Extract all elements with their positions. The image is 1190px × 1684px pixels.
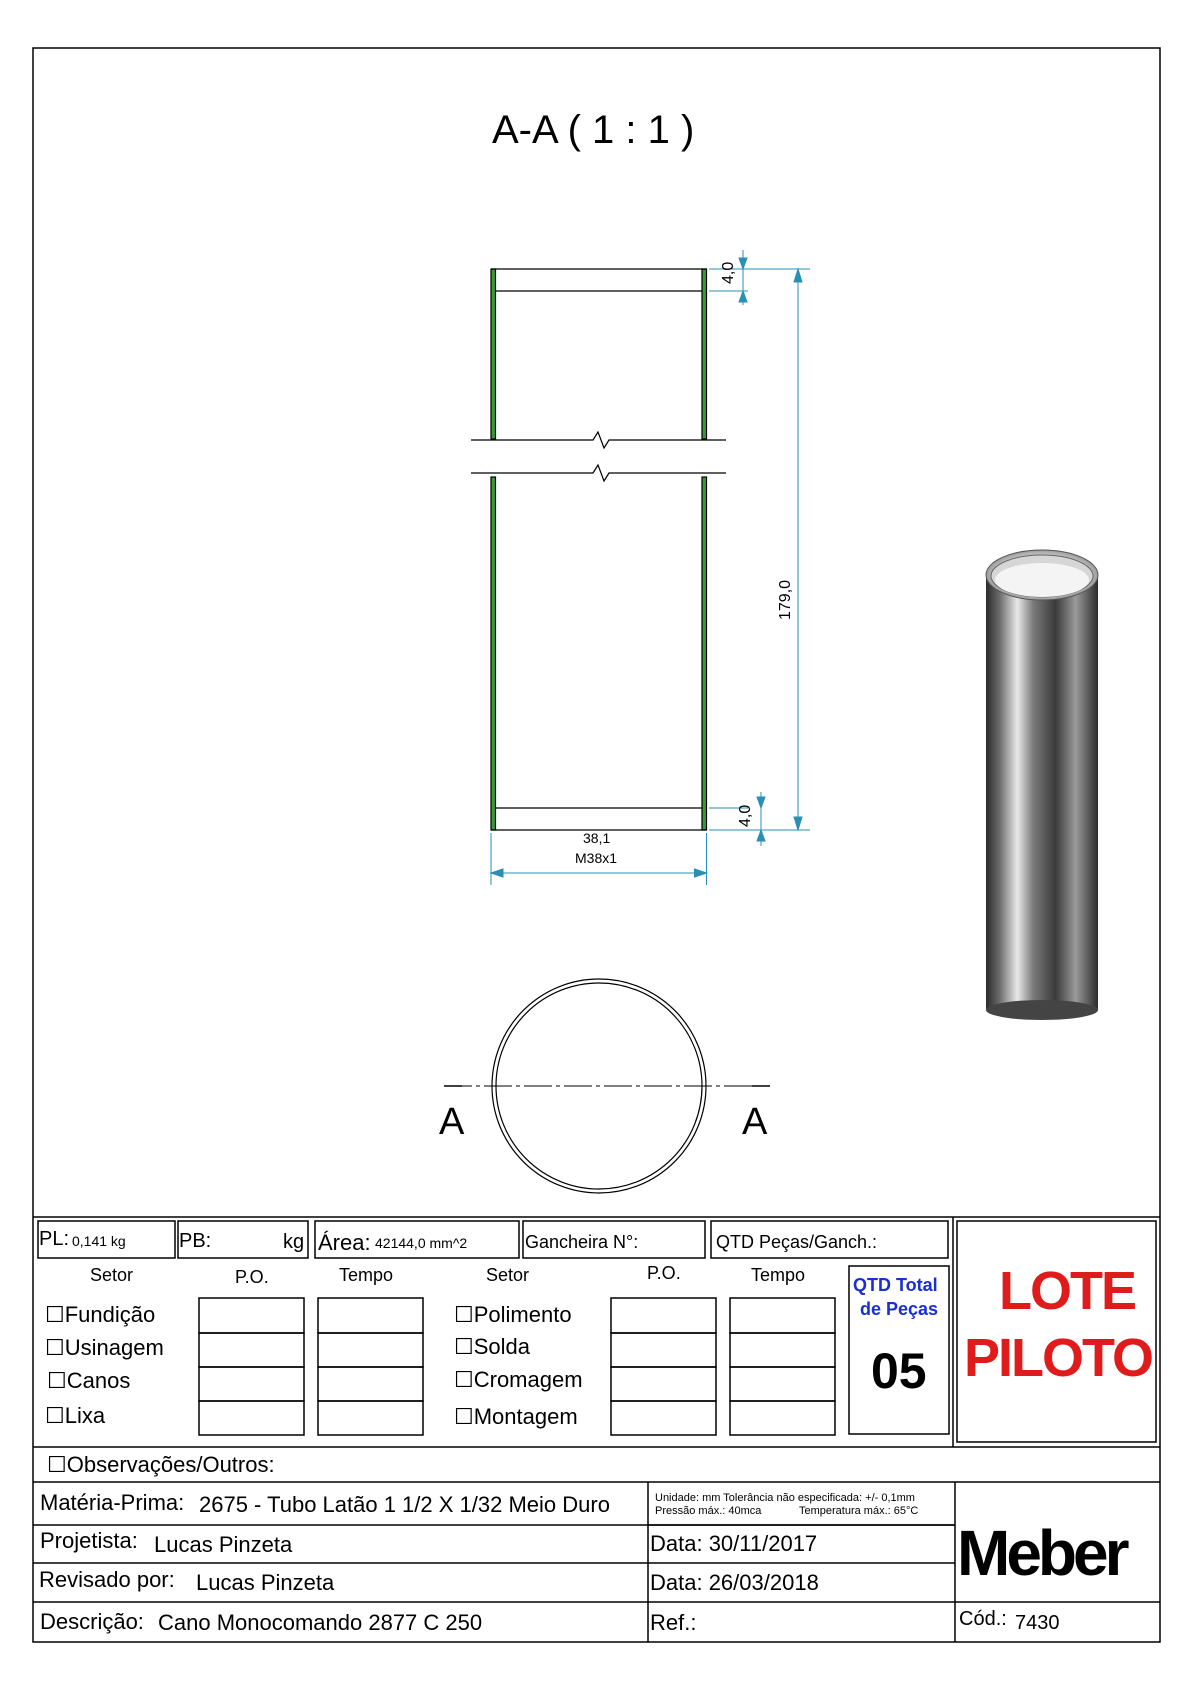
meber-logo: Meber — [957, 1517, 1126, 1589]
area-value: 42144,0 mm^2 — [375, 1235, 468, 1251]
pb-label: PB: — [179, 1230, 212, 1252]
observacoes-checkbox[interactable]: ☐ Observações/Outros: — [47, 1454, 275, 1476]
dimension-lines — [491, 250, 810, 885]
dim-bottom: 4,0 — [737, 804, 754, 827]
sector-solda-checkbox[interactable]: ☐ Solda — [454, 1336, 530, 1358]
cod-value: 7430 — [1015, 1612, 1060, 1634]
projetista-value: Lucas Pinzeta — [154, 1532, 293, 1557]
col-setor-left: Setor — [90, 1265, 134, 1285]
sector-fundicao-checkbox[interactable]: ☐ Fundição — [45, 1304, 155, 1326]
notes-line-2b: Temperatura máx.: 65°C — [799, 1505, 919, 1517]
data-revisao: Data: 26/03/2018 — [650, 1570, 819, 1595]
col-setor-right: Setor — [486, 1265, 530, 1285]
data-criacao: Data: 30/11/2017 — [650, 1531, 818, 1556]
section-label-left: A — [439, 1101, 465, 1143]
sector-canos-checkbox[interactable]: ☐ Canos — [47, 1370, 130, 1392]
dim-thread: M38x1 — [575, 850, 618, 866]
section-view — [471, 269, 726, 830]
dim-diameter: 38,1 — [583, 830, 611, 846]
descricao-label: Descrição: — [40, 1609, 144, 1634]
cod-label: Cód.: — [959, 1608, 1007, 1630]
sector-cromagem-checkbox[interactable]: ☐ Cromagem — [454, 1369, 583, 1391]
gancheira-label: Gancheira N°: — [525, 1232, 639, 1252]
area-label: Área: — [318, 1230, 371, 1255]
tube-3d-render — [986, 550, 1098, 1020]
pb-unit: kg — [283, 1231, 305, 1253]
col-po-left: P.O. — [235, 1267, 269, 1287]
projetista-label: Projetista: — [40, 1528, 138, 1553]
qtd-ganch-label: QTD Peças/Ganch.: — [716, 1232, 878, 1252]
descricao-value: Cano Monocomando 2877 C 250 — [158, 1610, 483, 1635]
materia-value: 2675 - Tubo Latão 1 1/2 X 1/32 Meio Duro — [199, 1492, 610, 1517]
sector-montagem-checkbox[interactable]: ☐ Montagem — [454, 1406, 578, 1428]
pl-value: 0,141 kg — [72, 1233, 126, 1249]
qtd-total-label-2: de Peças — [860, 1299, 939, 1319]
qtd-total-label: QTD Total — [853, 1275, 938, 1295]
piloto-label: PILOTO — [964, 1328, 1153, 1388]
sector-polimento-checkbox[interactable]: ☐ Polimento — [454, 1304, 572, 1326]
view-title: A-A ( 1 : 1 ) — [492, 108, 695, 152]
revisado-value: Lucas Pinzeta — [196, 1570, 335, 1595]
col-po-right: P.O. — [647, 1263, 681, 1283]
sector-lixa-checkbox[interactable]: ☐ Lixa — [45, 1405, 105, 1427]
col-tempo-left: Tempo — [339, 1265, 394, 1285]
dim-length: 179,0 — [777, 579, 794, 620]
ref-label: Ref.: — [650, 1610, 697, 1635]
qtd-total-value: 05 — [871, 1343, 927, 1399]
lote-label: LOTE — [999, 1261, 1135, 1321]
materia-label: Matéria-Prima: — [40, 1490, 185, 1515]
sector-usinagem-checkbox[interactable]: ☐ Usinagem — [45, 1337, 164, 1359]
col-tempo-right: Tempo — [751, 1265, 806, 1285]
end-view — [444, 979, 770, 1193]
notes-line-1: Unidade: mm Tolerância não especificada: +/- 0,1mm — [655, 1492, 915, 1504]
dim-top: 4,0 — [720, 261, 737, 284]
pl-label: PL: — [39, 1228, 70, 1250]
notes-line-2a: Pressão máx.: 40mca — [655, 1505, 762, 1517]
section-label-right: A — [742, 1101, 768, 1143]
revisado-label: Revisado por: — [39, 1567, 175, 1592]
